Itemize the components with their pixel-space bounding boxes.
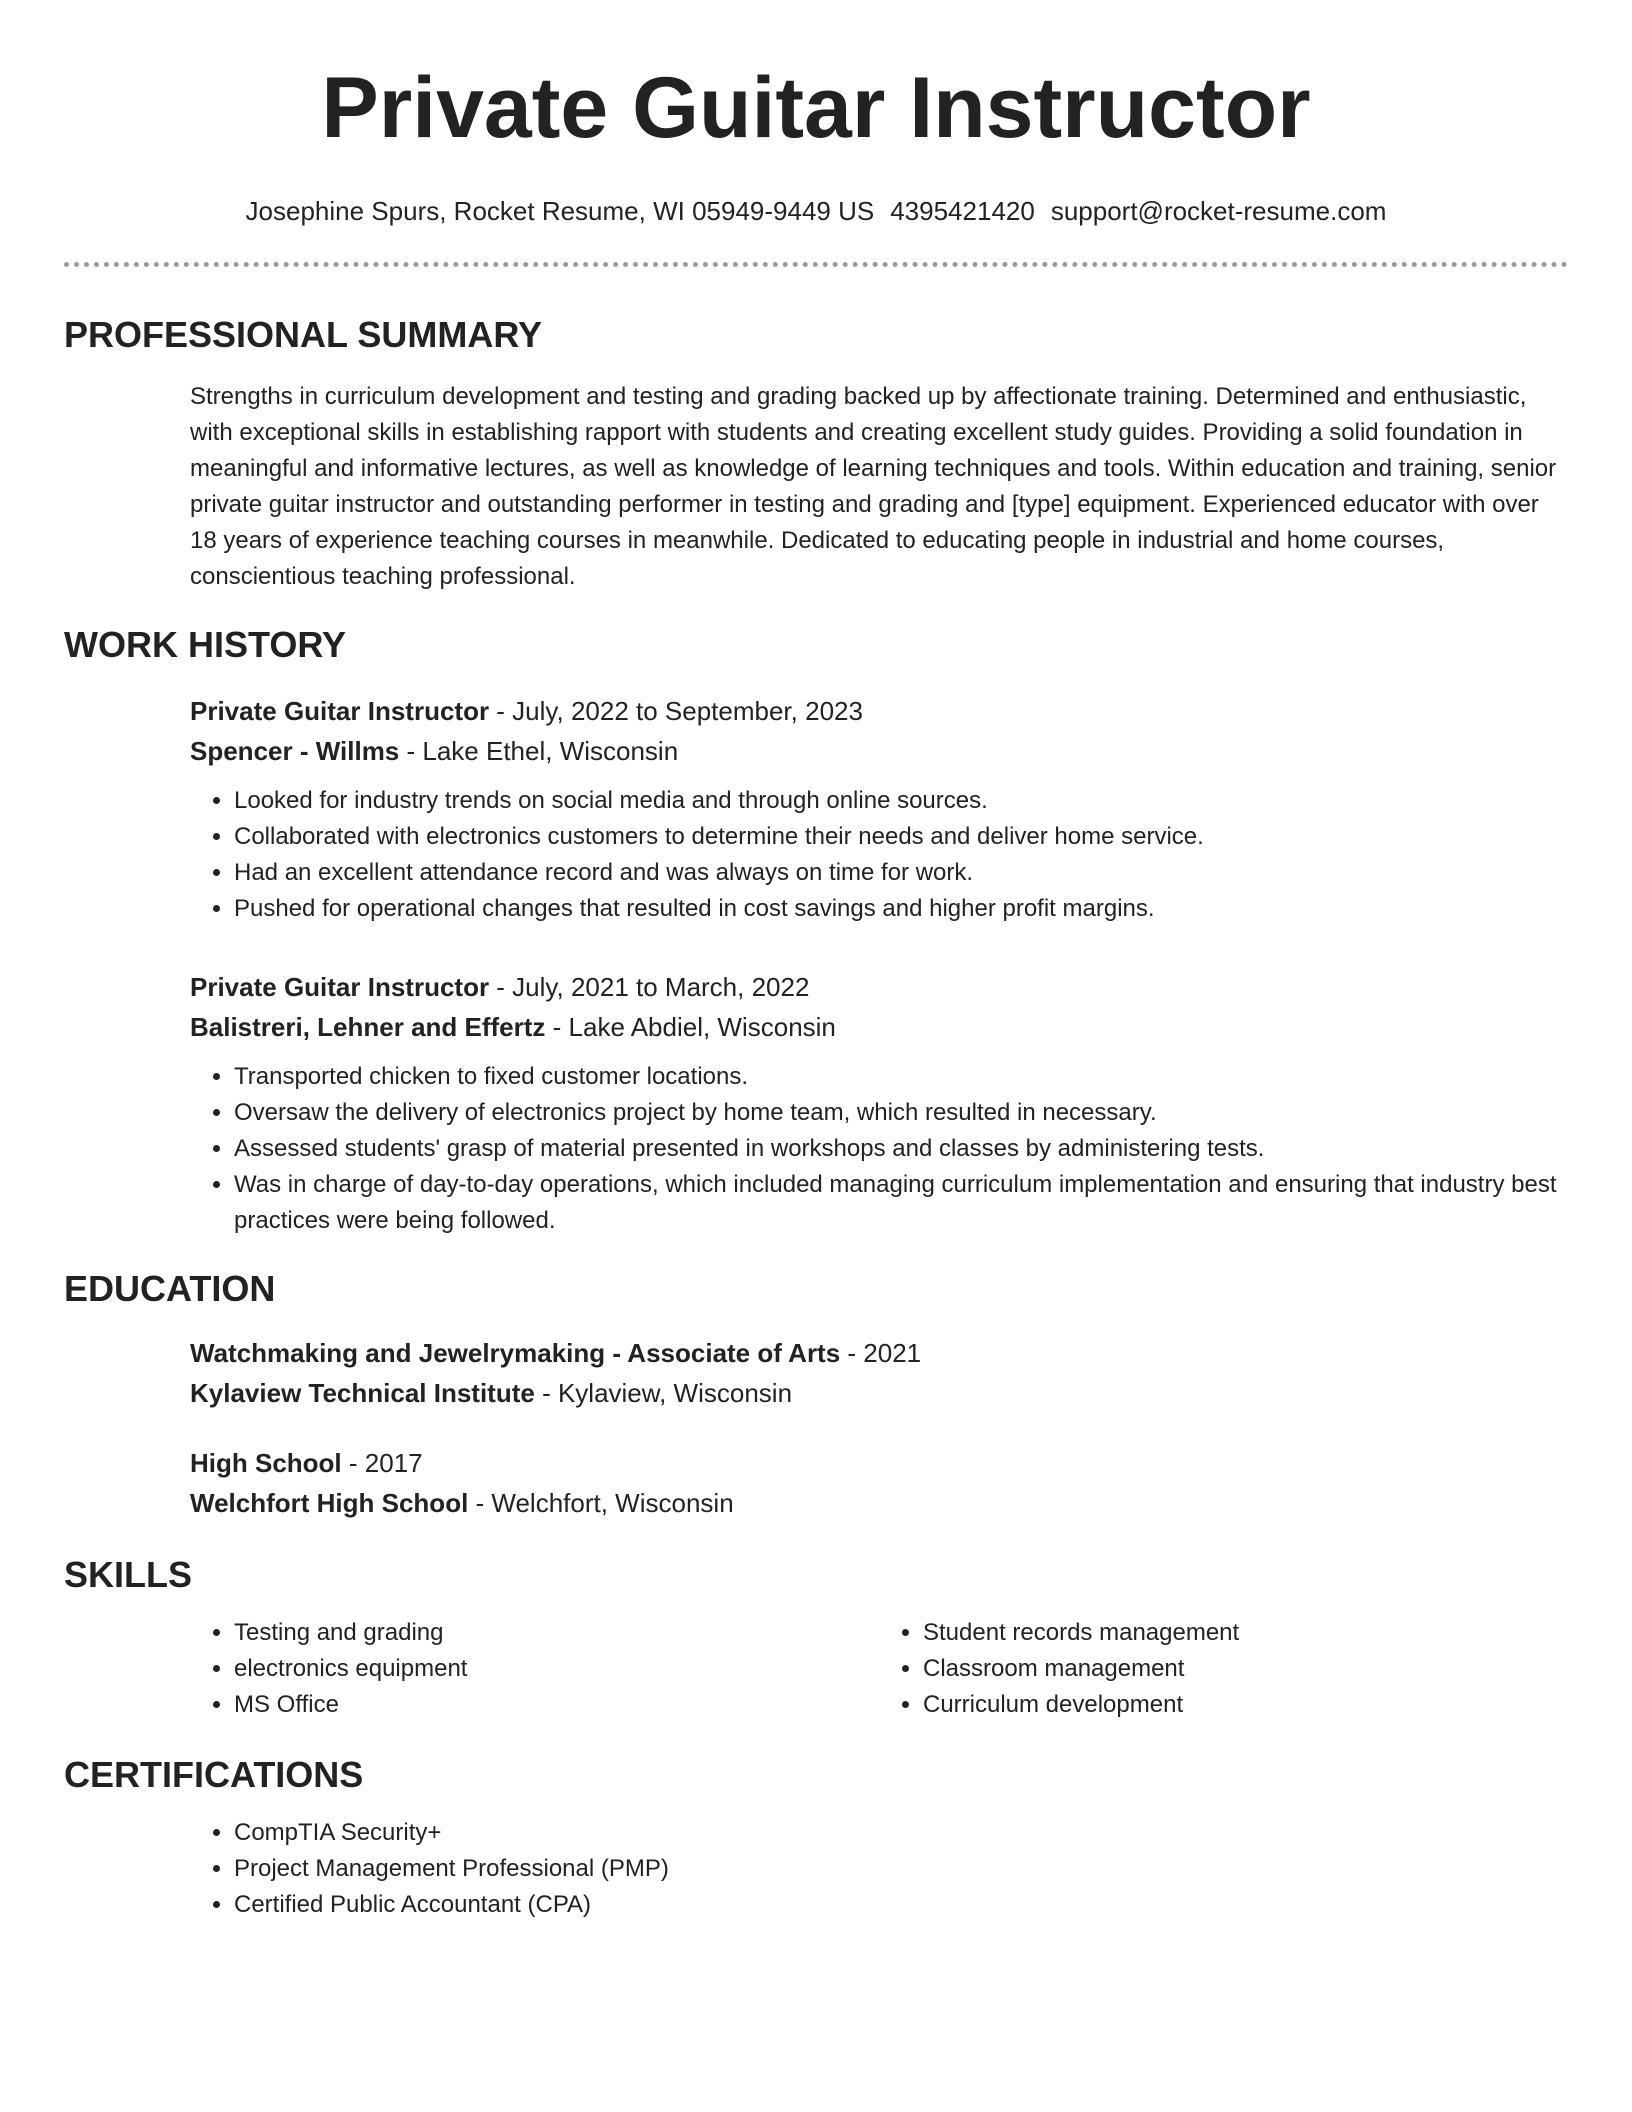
list-item: • Student records management	[923, 1615, 1568, 1651]
school: Kylaview Technical Institute	[190, 1378, 535, 1408]
list-item: • MS Office	[234, 1687, 879, 1723]
section-heading-certifications: CERTIFICATIONS	[64, 1754, 364, 1795]
certifications-block	[190, 1815, 1568, 1923]
list-item: • Assessed students' grasp of material presented in workshops and classes by administering tests.	[234, 1131, 1568, 1167]
section-heading-work: WORK HISTORY	[64, 624, 347, 665]
degree: Watchmaking and Jewelrymaking - Associate of Arts	[190, 1338, 841, 1368]
contact-email[interactable]: support@rocket-resume.com	[1050, 196, 1387, 226]
list-item: • Curriculum development	[923, 1687, 1568, 1723]
list-item: • Was in charge of day-to-day operations, which included managing curriculum implementation and ensuring that industry best practices were being followed.	[234, 1167, 1568, 1239]
job-company: Balistreri, Lehner and Effertz	[190, 1012, 546, 1042]
job-entry	[190, 967, 1568, 1239]
list-item: • Project Management Professional (PMP)	[234, 1851, 1568, 1887]
job-entry	[190, 691, 1568, 927]
contact-address: Josephine Spurs, Rocket Resume, WI 05949-9449 US	[245, 196, 875, 226]
school-line	[190, 1483, 1568, 1523]
degree: High School	[190, 1448, 342, 1478]
school-location: - Kylaview, Wisconsin	[534, 1378, 793, 1408]
contact-line	[64, 194, 1568, 228]
summary-text: Strengths in curriculum development and testing and grading backed up by affectionate training. Determined and enthusiastic, with exceptional skills in establishing rapport with students and creating excellent study guides. Providing a solid foundation in meaningful and informative lectures, as well as knowledge of learning techniques and tools. Within education and training, senior private guitar instructor and outstanding performer in testing and grading and [type] equipment. Experienced educator with over 18 years of experience teaching courses in meanwhile. Dedicated to educating people in industrial and home courses, conscientious teaching professional.	[190, 383, 1557, 590]
job-dates: - July, 2022 to September, 2023	[489, 696, 863, 726]
list-item: • Looked for industry trends on social media and through online sources.	[234, 783, 1568, 819]
header-divider	[64, 262, 1568, 267]
resume-title: Private Guitar Instructor	[321, 60, 1311, 156]
job-bullets	[190, 783, 1568, 927]
contact-phone: 4395421420	[890, 196, 1035, 226]
job-company-line	[190, 731, 1568, 771]
list-item: • Oversaw the delivery of electronics project by home team, which resulted in necessary.	[234, 1095, 1568, 1131]
job-title: Private Guitar Instructor	[190, 972, 490, 1002]
list-item: • Collaborated with electronics customers to determine their needs and deliver home service.	[234, 819, 1568, 855]
school: Welchfort High School	[190, 1488, 469, 1518]
section-heading-skills: SKILLS	[64, 1554, 193, 1595]
section-heading-education: EDUCATION	[64, 1268, 276, 1309]
education-entry	[190, 1333, 1568, 1413]
school-location: - Welchfort, Wisconsin	[468, 1488, 734, 1518]
list-item: • electronics equipment	[234, 1651, 879, 1687]
skills-grid	[190, 1615, 1568, 1723]
list-item: • CompTIA Security+	[234, 1815, 1568, 1851]
job-title: Private Guitar Instructor	[190, 696, 490, 726]
list-item: • Classroom management	[923, 1651, 1568, 1687]
job-dates: - July, 2021 to March, 2022	[489, 972, 810, 1002]
job-location: - Lake Ethel, Wisconsin	[399, 736, 679, 766]
job-bullets	[190, 1059, 1568, 1239]
certifications-list	[190, 1815, 1568, 1923]
education-entry	[190, 1443, 1568, 1523]
list-item: • Testing and grading	[234, 1615, 879, 1651]
degree-year: - 2021	[840, 1338, 922, 1368]
list-item: • Transported chicken to fixed customer locations.	[234, 1059, 1568, 1095]
skills-column-left	[190, 1615, 879, 1723]
school-line	[190, 1373, 1568, 1413]
list-item: • Pushed for operational changes that resulted in cost savings and higher profit margins.	[234, 891, 1568, 927]
degree-line	[190, 1443, 1568, 1483]
job-company-line	[190, 1007, 1568, 1047]
job-title-line	[190, 691, 1568, 731]
section-heading-summary: PROFESSIONAL SUMMARY	[64, 314, 543, 355]
list-item: • Had an excellent attendance record and was always on time for work.	[234, 855, 1568, 891]
degree-year: - 2017	[341, 1448, 423, 1478]
job-title-line	[190, 967, 1568, 1007]
job-location: - Lake Abdiel, Wisconsin	[545, 1012, 836, 1042]
job-company: Spencer - Willms	[190, 736, 400, 766]
skills-column-right	[879, 1615, 1568, 1723]
degree-line	[190, 1333, 1568, 1373]
list-item: • Certified Public Accountant (CPA)	[234, 1887, 1568, 1923]
